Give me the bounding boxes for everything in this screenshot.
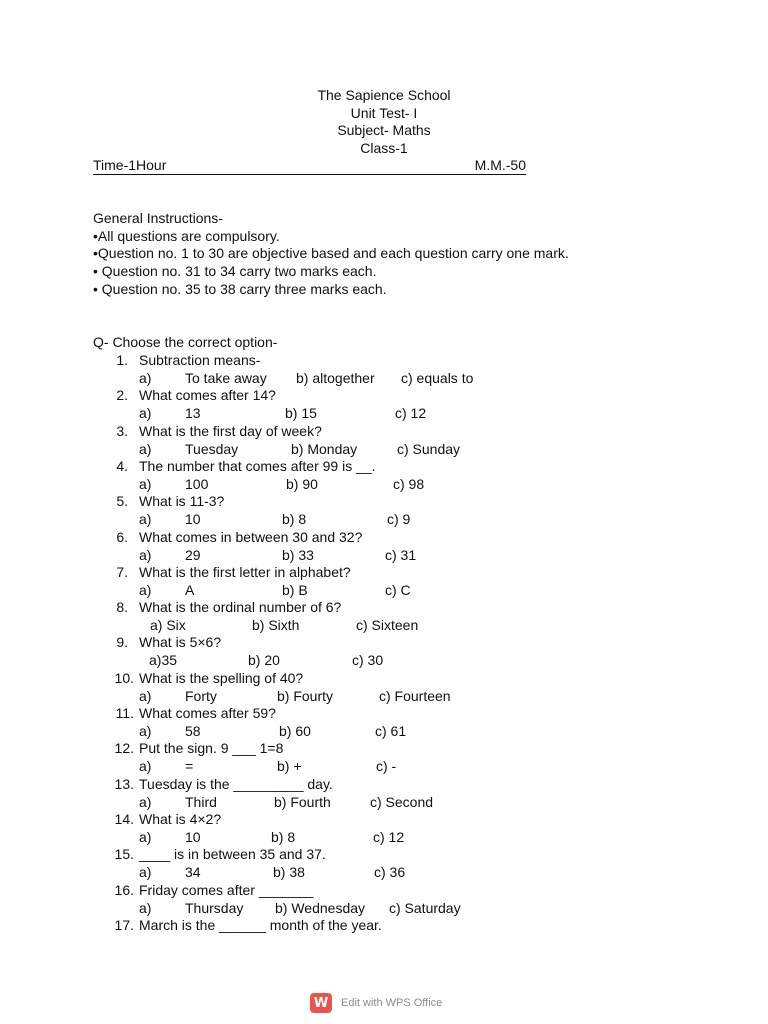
question-number: 15.	[114, 846, 134, 862]
question-option: c) equals to	[401, 370, 474, 386]
question-option: b) 8	[271, 829, 296, 845]
question-option: a)	[139, 688, 152, 704]
question-option: a)	[139, 441, 152, 457]
question-option: b) B	[282, 582, 308, 598]
question-text: Friday comes after _______	[139, 882, 314, 898]
instruction-item: • Question no. 31 to 34 carry two marks each.	[93, 263, 377, 279]
question-option: c) Second	[370, 794, 434, 810]
question-option: Tuesday	[185, 441, 239, 457]
question-option: c) 9	[387, 511, 411, 527]
question-option: b) 33	[282, 547, 314, 563]
question-text: What is 4×2?	[139, 811, 222, 827]
question-option: c) 12	[395, 405, 427, 421]
wps-footer[interactable]	[310, 992, 442, 1014]
question-option: a)	[139, 829, 152, 845]
question-option: b) +	[277, 758, 302, 774]
question-option: c) Saturday	[389, 900, 461, 916]
school-name: The Sapience School	[317, 87, 451, 103]
question-number: 14.	[114, 811, 134, 827]
question-option: 29	[185, 547, 201, 563]
question-option: b) altogether	[296, 370, 375, 386]
question-text: What is 11-3?	[139, 493, 225, 509]
question-option: a)	[139, 864, 152, 880]
time-label: Time-1Hour	[93, 157, 167, 173]
question-option: b) 90	[286, 476, 318, 492]
question-number: 8.	[116, 599, 128, 615]
question-text: Tuesday is the _________ day.	[139, 776, 333, 792]
question-number: 3.	[116, 423, 128, 439]
instruction-item: • Question no. 35 to 38 carry three marks each.	[93, 281, 387, 297]
question-number: 10.	[114, 670, 134, 686]
question-option: Thursday	[185, 900, 244, 916]
question-option: b) 8	[282, 511, 307, 527]
question-text: What is the ordinal number of 6?	[139, 599, 342, 615]
question-option: a)	[139, 405, 152, 421]
question-option: b) 38	[273, 864, 305, 880]
question-option: b) Fourty	[277, 688, 334, 704]
question-number: 12.	[114, 740, 134, 756]
question-number: 2.	[116, 387, 128, 403]
question-text: What comes after 14?	[139, 387, 276, 403]
question-option: c) 12	[373, 829, 405, 845]
question-number: 6.	[116, 529, 128, 545]
question-option: A	[185, 582, 195, 598]
question-text: Put the sign. 9 ___ 1=8	[139, 740, 284, 756]
question-option: b) 60	[279, 723, 311, 739]
question-option: b) Monday	[291, 441, 358, 457]
question-option: a)	[139, 900, 152, 916]
max-marks-label: M.M.-50	[474, 157, 526, 173]
question-option: Third	[185, 794, 217, 810]
question-text: What comes in between 30 and 32?	[139, 529, 363, 545]
question-option: b) Wednesday	[275, 900, 366, 916]
question-number: 13.	[114, 776, 134, 792]
question-option: a)	[139, 511, 152, 527]
question-option: a)	[139, 794, 152, 810]
question-text: What comes after 59?	[139, 705, 276, 721]
question-option: a)	[139, 547, 152, 563]
question-text: The number that comes after 99 is __.	[139, 458, 376, 474]
question-option: a)35	[149, 652, 178, 668]
question-text: What is the first letter in alphabet?	[139, 564, 351, 580]
question-number: 17.	[114, 917, 134, 933]
question-option: c) Sunday	[397, 441, 461, 457]
question-option: c) 31	[385, 547, 417, 563]
question-option: c) -	[376, 758, 397, 774]
instruction-item: •All questions are compulsory.	[93, 228, 280, 244]
class-title: Class-1	[360, 140, 408, 156]
question-text: What is the spelling of 40?	[139, 670, 304, 686]
question-text: March is the ______ month of the year.	[139, 917, 382, 933]
question-number: 16.	[114, 882, 134, 898]
question-option: 10	[185, 829, 201, 845]
question-option: c) 30	[352, 652, 384, 668]
question-text: What is 5×6?	[139, 634, 222, 650]
question-number: 7.	[116, 564, 128, 580]
question-option: 13	[185, 405, 201, 421]
question-text: Subtraction means-	[139, 352, 261, 368]
instructions-title: General Instructions-	[93, 210, 223, 226]
test-title: Unit Test- I	[350, 105, 418, 121]
question-option: =	[185, 758, 194, 774]
time-marks-line	[93, 157, 526, 175]
question-option: c) C	[385, 582, 411, 598]
question-option: Forty	[185, 688, 217, 704]
instruction-item: •Question no. 1 to 30 are objective based and each question carry one mark.	[93, 245, 569, 261]
question-option: a)	[139, 370, 152, 386]
question-option: b) 20	[248, 652, 280, 668]
question-option: c) Sixteen	[356, 617, 419, 633]
question-option: b) 15	[285, 405, 317, 421]
question-option: b) Sixth	[252, 617, 300, 633]
question-option: 100	[185, 476, 209, 492]
question-option: a)	[139, 723, 152, 739]
question-option: c) 98	[393, 476, 425, 492]
question-option: a) Six	[150, 617, 186, 633]
question-option: b) Fourth	[274, 794, 331, 810]
question-option: c) Fourteen	[379, 688, 451, 704]
question-option: To take away	[185, 370, 267, 386]
wps-edit-label[interactable]: Edit with WPS Office	[341, 997, 443, 1009]
question-option: a)	[139, 758, 152, 774]
question-option: c) 61	[375, 723, 407, 739]
question-option: a)	[139, 582, 152, 598]
question-option: c) 36	[374, 864, 406, 880]
question-option: 34	[185, 864, 201, 880]
question-number: 11.	[115, 705, 134, 721]
subject-title: Subject- Maths	[337, 122, 431, 138]
question-number: 1.	[116, 352, 128, 368]
question-option: a)	[139, 476, 152, 492]
question-number: 5.	[116, 493, 128, 509]
question-option: 58	[185, 723, 201, 739]
question-option: 10	[185, 511, 201, 527]
question-text: What is the first day of week?	[139, 423, 322, 439]
question-number: 9.	[116, 634, 128, 650]
question-number: 4.	[116, 458, 128, 474]
wps-logo-icon: W	[310, 993, 332, 1013]
section-title: Q- Choose the correct option-	[93, 334, 278, 350]
question-text: ____ is in between 35 and 37.	[139, 846, 326, 862]
